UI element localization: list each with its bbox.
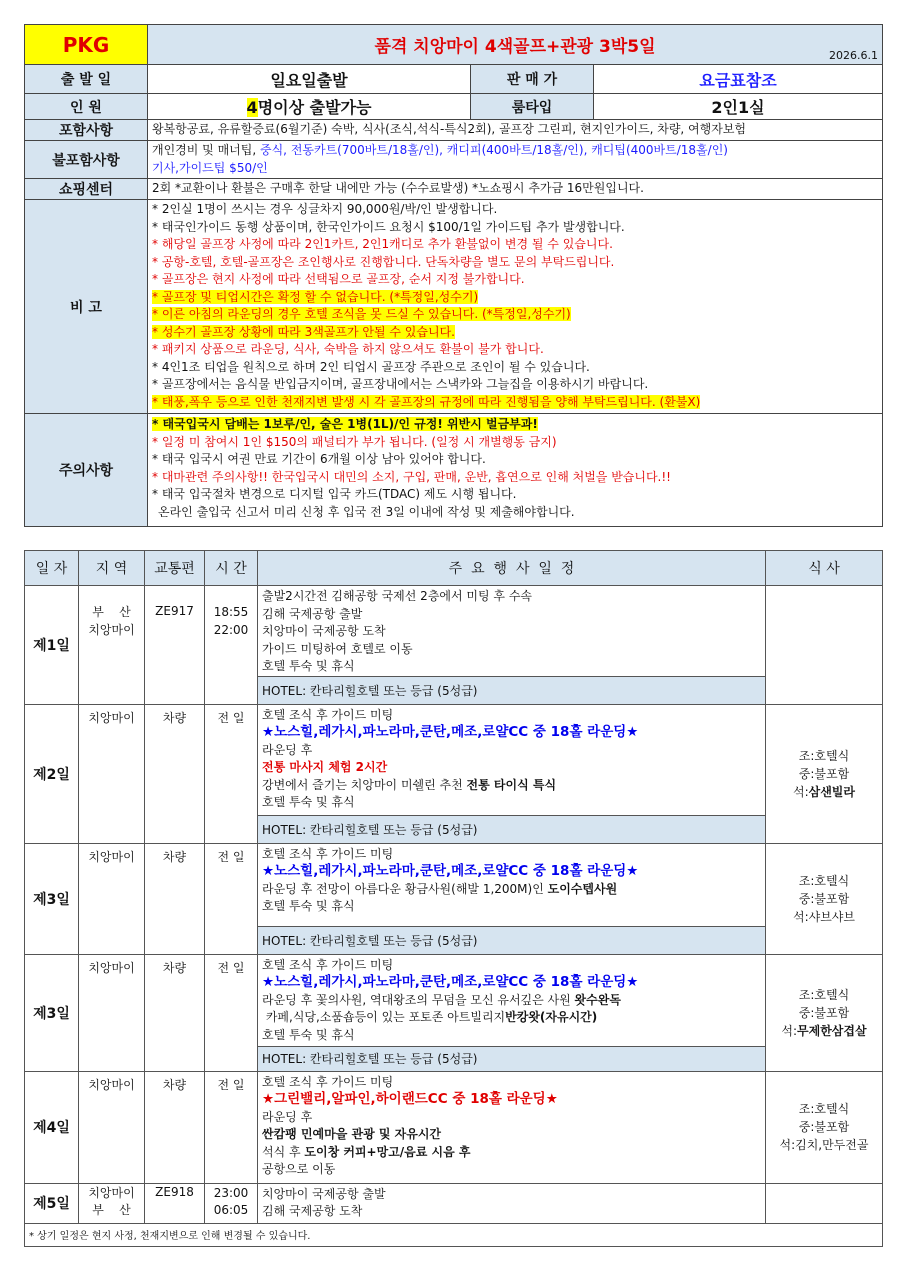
remark-item: * 공항-호텔, 호텔-골프장은 조인행사로 진행합니다. 단독차량을 별도 문의 부탁드립니다.: [152, 254, 615, 269]
day-label: 제1일: [25, 586, 79, 705]
remark-item: * 패키지 상품으로 라운딩, 식사, 숙박을 하지 않으셔도 환불이 불가 합니다.: [152, 342, 544, 356]
table-row: [25, 586, 883, 677]
transport-cell: ZE917: [145, 586, 205, 705]
activity-line: 석식 후: [262, 1144, 305, 1159]
remark-item: * 4인1조 티업을 원칙으로 하며 2인 티업시 골프장 주관으로 조인이 될 수 있습니다.: [152, 359, 590, 374]
meal-dinner: 무제한삼겹살: [797, 1023, 867, 1038]
activity-line: 호텔 투숙 및 휴식: [262, 795, 355, 809]
people-label: 인 원: [25, 94, 148, 120]
massage-line: 전통 마사지 체험 2시간: [262, 760, 388, 774]
meal-lunch: 중:불포함: [798, 766, 850, 781]
people-value: [148, 94, 471, 120]
package-title: [148, 25, 883, 65]
day-label: 제5일: [25, 1183, 79, 1223]
meal-breakfast: 조:호텔식: [798, 748, 850, 763]
col-header-schedule: 주 요 행 사 일 정: [258, 551, 766, 586]
caution-item: * 태국입국시 담배는 1보루/인, 술은 1병(1L)/인 규정! 위반시 벌금부과!: [152, 417, 538, 431]
hotel-info: HOTEL: 칸타리힐호텔 또는 등급 (5성급): [258, 676, 766, 704]
activity-line: 가이드 미팅하여 호텔로 이동: [262, 641, 413, 656]
include-label: 포함사항: [25, 120, 148, 141]
region-cell: 치앙마이: [79, 954, 145, 1071]
activity-line: 호텔 조식 후 가이드 미팅: [262, 957, 394, 972]
title-suffix: +관광 3박5일: [546, 37, 656, 57]
region-cell: 치앙마이: [79, 1071, 145, 1183]
region-text: 치앙마이: [88, 1185, 135, 1200]
caution-label: 주의사항: [25, 414, 148, 527]
package-info-table: [24, 24, 883, 527]
table-row: [25, 704, 883, 815]
temple-name: 도이수텝사원: [547, 881, 618, 896]
remark-item: * 골프장에서는 음식물 반입금지이며, 골프장내에서는 스낵카와 그늘집을 이용하시기 바랍니다.: [152, 377, 649, 391]
region-text: 치앙마이: [88, 622, 135, 637]
activity-line: 호텔 조식 후 가이드 미팅: [262, 1074, 394, 1089]
meal-lunch: 중:불포함: [798, 1120, 850, 1134]
meal-lunch: 중:불포함: [798, 891, 850, 906]
activity-line: 싼캄팽 민예마을 관광 및 자유시간: [262, 1127, 442, 1141]
temple-name: 왓수완독: [574, 992, 621, 1007]
table-row: [25, 1071, 883, 1183]
activity-line: 라운딩 후 꽃의사원, 역대왕조의 무덤을 모신 유서깊은 사원: [262, 992, 575, 1007]
activity-line: 치앙마이 국제공항 도착: [262, 624, 386, 638]
exclude-tips: 기사,가이드팁 $50/인: [152, 160, 268, 175]
golf-course-line: ★노스힐,레가시,파노라마,쿤탄,메조,로얄CC 중 18홀 라운딩★: [262, 974, 639, 990]
exclude-fees: 중식, 전동카트(700바트/18홀/인), 캐디피(400바트/18홀/인), 캐디팁(400바트/18홀/인): [260, 143, 728, 157]
meal-dinner-label: 석:: [781, 1023, 798, 1038]
activity-line: 카페,식당,소품숍등이 있는 포토존 아트빌리지: [262, 1010, 506, 1024]
activity-cell: [258, 1183, 766, 1223]
time-cell: 전 일: [205, 1071, 258, 1183]
remarks-list: [148, 200, 883, 414]
issue-date: 2026.6.1: [829, 49, 879, 62]
activity-line: 호텔 조식 후 가이드 미팅: [262, 707, 394, 722]
table-row: [25, 1183, 883, 1223]
people-count: 4: [246, 98, 258, 117]
price-value: 요금표참조: [594, 65, 883, 94]
meal-cell: [766, 1183, 883, 1223]
exclude-personal: 개인경비 및 매너팁,: [152, 143, 260, 157]
day-label: 제3일: [25, 843, 79, 954]
hotel-info: HOTEL: 칸타리힐호텔 또는 등급 (5성급): [258, 926, 766, 954]
golf-course-line: ★노스힐,레가시,파노라마,쿤탄,메조,로얄CC 중 18홀 라운딩★: [262, 863, 639, 879]
table-row: [25, 843, 883, 926]
art-village-name: 반캉왓(자유시간): [505, 1010, 598, 1024]
pkg-badge: PKG: [25, 25, 148, 65]
region-cell: 치앙마이: [79, 704, 145, 843]
activity-line: 라운딩 후: [262, 742, 313, 757]
hotel-info: HOTEL: 칸타리힐호텔 또는 등급 (5성급): [258, 815, 766, 843]
activity-line: 호텔 투숙 및 휴식: [262, 1027, 355, 1042]
remark-item: * 골프장 및 티업시간은 확정 할 수 없습니다. (*특정일,성수기): [152, 289, 479, 304]
meal-dinner: 석:김치,만두전골: [779, 1138, 869, 1152]
activity-line: 호텔 투숙 및 휴식: [262, 899, 355, 913]
remark-item: * 해당일 골프장 사정에 따라 2인1카트, 2인1캐디로 추가 환불없이 변경 될 수 있습니다.: [152, 237, 613, 251]
meal-breakfast: 조:호텔식: [798, 987, 850, 1002]
meal-dinner: 삼샌빌라: [808, 784, 855, 799]
table-row: [25, 954, 883, 1046]
room-label: 룸타입: [471, 94, 594, 120]
meal-dinner: 석:샤브샤브: [792, 909, 855, 924]
activity-cell: [258, 954, 766, 1046]
col-header-transport: 교통편: [145, 551, 205, 586]
caution-item: 온라인 출입국 신고서 미리 신청 후 입국 전 3일 이내에 작성 및 제출해야합니다.: [158, 504, 575, 519]
transport-cell: 차량: [145, 704, 205, 843]
meal-cell: [766, 1071, 883, 1183]
activity-line: 공항으로 이동: [262, 1162, 336, 1176]
coffee-tasting: 도이창 커피+망고/음료 시음 후: [304, 1144, 471, 1159]
meal-dinner-label: 석:: [792, 784, 809, 799]
activity-line: 호텔 투숙 및 휴식: [262, 659, 355, 673]
activity-line: 치앙마이 국제공항 출발: [262, 1186, 386, 1201]
title-highlight: 4색골프: [484, 37, 546, 57]
region-text: 부 산: [92, 605, 131, 619]
include-value: 왕복항공료, 유류할증료(6월기준) 숙박, 식사(조식,석식-특식2회), 골프장 그린피, 현지인가이드, 차량, 여행자보험: [148, 120, 883, 141]
meal-cell: [766, 586, 883, 705]
itinerary-header-row: [25, 551, 883, 586]
caution-list: [148, 414, 883, 527]
hotel-info: HOTEL: 칸타리힐호텔 또는 등급 (5성급): [258, 1046, 766, 1071]
time-text: 23:00: [213, 1185, 249, 1200]
time-text: 22:00: [213, 622, 249, 637]
activity-line: 김해 국제공항 출발: [262, 606, 363, 621]
region-cell: 치앙마이: [79, 843, 145, 954]
activity-line: 김해 국제공항 도착: [262, 1204, 363, 1218]
day-label: 제2일: [25, 704, 79, 843]
region-cell: [79, 586, 145, 705]
meal-lunch: 중:불포함: [798, 1005, 850, 1020]
itinerary-table: [24, 550, 883, 1247]
activity-line: 호텔 조식 후 가이드 미팅: [262, 846, 394, 861]
departure-value: 일요일출발: [148, 65, 471, 94]
golf-course-line: ★그린밸리,알파인,하이랜드CC 중 18홀 라운딩★: [262, 1091, 558, 1107]
activity-cell: [258, 586, 766, 677]
region-cell: [79, 1183, 145, 1223]
remark-item: * 골프장은 현지 사정에 따라 선택됨으로 골프장, 순서 지정 불가합니다.: [152, 272, 525, 286]
activity-cell: [258, 1071, 766, 1183]
people-text: 명이상 출발가능: [257, 98, 372, 117]
meal-cell: [766, 704, 883, 843]
title-prefix: 품격 치앙마이: [374, 37, 485, 57]
caution-item: * 태국 입국절차 변경으로 디지털 입국 카드(TDAC) 제도 시행 됩니다.: [152, 487, 517, 501]
time-text: 06:05: [213, 1203, 249, 1217]
time-cell: 전 일: [205, 954, 258, 1071]
region-text: 부 산: [92, 1203, 131, 1217]
remark-item: * 태풍,폭우 등으로 인한 천재지변 발생 시 각 골프장의 규정에 따라 진행됨을 양해 부탁드립니다. (환불X): [152, 394, 701, 409]
meal-cell: [766, 843, 883, 954]
shopping-value: 2회 *교환이나 환불은 구매후 한달 내에만 가능 (수수료발생) *노쇼핑시 추가금 16만원입니다.: [148, 179, 883, 200]
col-header-day: 일 자: [25, 551, 79, 586]
transport-cell: 차량: [145, 954, 205, 1071]
transport-cell: ZE918: [145, 1183, 205, 1223]
remarks-label: 비 고: [25, 200, 148, 414]
remark-item: * 이른 아침의 라운딩의 경우 호텔 조식을 못 드실 수 있습니다. (*특정일,성수기): [152, 307, 571, 321]
caution-item: * 태국 입국시 여권 만료 기간이 6개월 이상 남아 있어야 합니다.: [152, 452, 486, 466]
activity-cell: [258, 843, 766, 926]
transport-cell: 차량: [145, 843, 205, 954]
price-label: 판 매 가: [471, 65, 594, 94]
time-cell: [205, 586, 258, 705]
col-header-region: 지 역: [79, 551, 145, 586]
remark-item: * 2인실 1명이 쓰시는 경우 싱글차지 90,000원/박/인 발생합니다.: [152, 202, 498, 216]
activity-cell: [258, 704, 766, 815]
transport-cell: 차량: [145, 1071, 205, 1183]
exclude-value: [148, 141, 883, 179]
day-label: 제3일: [25, 954, 79, 1071]
exclude-label: 불포함사항: [25, 141, 148, 179]
meal-breakfast: 조:호텔식: [798, 1102, 850, 1116]
meal-cell: [766, 954, 883, 1071]
activity-line: 강변에서 즐기는 치앙마이 미쉘린 추천: [262, 777, 467, 792]
activity-line: 라운딩 후: [262, 1109, 313, 1124]
col-header-time: 시 간: [205, 551, 258, 586]
activity-line: 라운딩 후 전망이 아름다운 황금사원(해발 1,200M)인: [262, 881, 548, 896]
col-header-meal: 식 사: [766, 551, 883, 586]
time-cell: 전 일: [205, 704, 258, 843]
room-value: 2인1실: [594, 94, 883, 120]
time-cell: [205, 1183, 258, 1223]
remark-item: * 성수기 골프장 상황에 따라 3색골프가 안될 수 있습니다.: [152, 324, 455, 339]
day-label: 제4일: [25, 1071, 79, 1183]
shopping-label: 쇼핑센터: [25, 179, 148, 200]
departure-label: 출 발 일: [25, 65, 148, 94]
time-cell: 전 일: [205, 843, 258, 954]
caution-item: * 일정 미 참여시 1인 $150의 패널티가 부가 됩니다. (일정 시 개별행동 금지): [152, 434, 557, 449]
meal-breakfast: 조:호텔식: [798, 873, 850, 888]
remark-item: * 태국인가이드 동행 상품이며, 한국인가이드 요청시 $100/1일 가이드팁 추가 발생합니다.: [152, 219, 625, 234]
golf-course-line: ★노스힐,레가시,파노라마,쿤탄,메조,로얄CC 중 18홀 라운딩★: [262, 724, 639, 740]
caution-item: * 대마관련 주의사항!! 한국입국시 대민의 소지, 구입, 판매, 운반, 흡연으로 인해 처벌을 받습니다.!!: [152, 469, 671, 484]
special-meal: 전통 타이식 특식: [466, 777, 557, 792]
activity-line: 출발2시간전 김해공항 국제선 2층에서 미팅 후 수속: [262, 589, 532, 603]
footnote: * 상기 일정은 현지 사정, 천재지변으로 인해 변경될 수 있습니다.: [25, 1223, 883, 1246]
time-text: 18:55: [213, 605, 249, 619]
